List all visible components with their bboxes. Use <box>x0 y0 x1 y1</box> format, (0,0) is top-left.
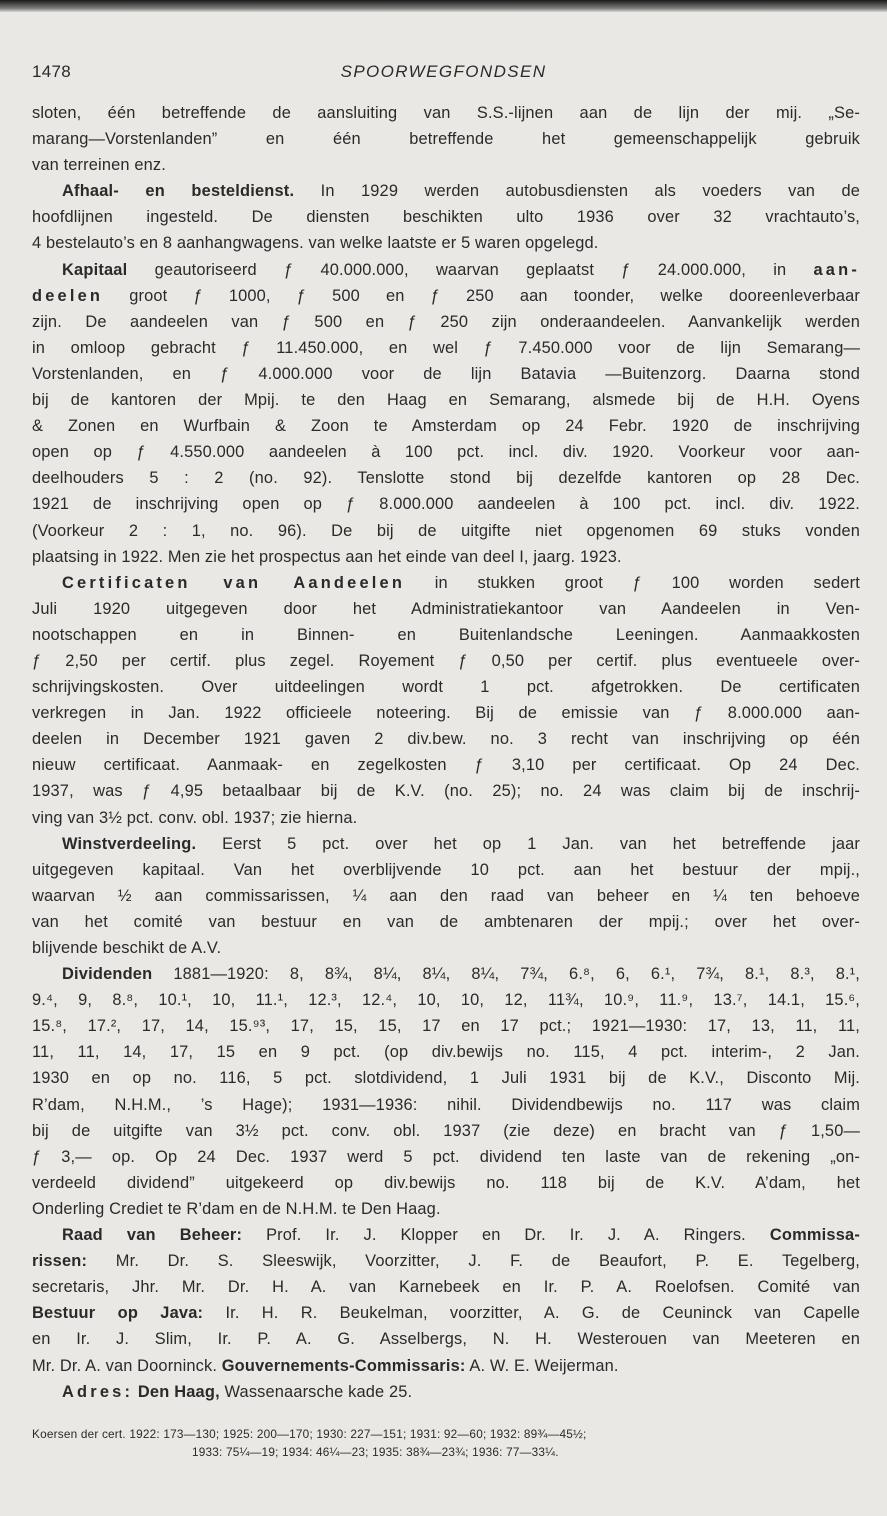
text-line: zijn. De aandeelen van ƒ 500 en ƒ 250 zijn onderaandeelen. Aanvankelijk werden <box>32 312 860 331</box>
text-line: hoofdlijnen ingesteld. De diensten beschikten ulto 1936 over 32 vrachtauto’s, <box>32 208 860 227</box>
text-line: Juli 1920 uitgegeven door het Administratiekantoor van Aandeelen in Ven- <box>32 599 860 618</box>
text-line: bij de uitgifte van 3½ pct. conv. obl. 1937 (zie deze) en bracht van ƒ 1,50— <box>32 1121 860 1140</box>
text-line: Bestuur op Java: Ir. H. R. Beukelman, voorzitter, A. G. de Ceuninck van Capelle <box>32 1304 860 1323</box>
text-line: van terreinen enz. <box>32 156 166 175</box>
text-line: verkregen in Jan. 1922 officieele noteering. Bij de emissie van ƒ 8.000.000 aan- <box>32 704 860 723</box>
text-line: nootschappen en in Binnen- en Buitenlandsche Leeningen. Aanmaakkosten <box>32 625 860 644</box>
section-raad-van-beheer: Raad van Beheer: Prof. Ir. J. Klopper en Dr. Ir. J. A. Ringers. Commissa- <box>62 1226 860 1245</box>
section-heading: Afhaal- en besteldienst. <box>62 182 295 201</box>
text-line: R’dam, N.H.M., ’s Hage); 1931—1936: nihil. Dividendbewijs no. 117 was claim <box>32 1095 860 1114</box>
text-line: nieuw certificaat. Aanmaak- en zegelkosten ƒ 3,10 per certificaat. Op 24 Dec. <box>32 756 860 775</box>
text-line: bij de kantoren der Mpij. te den Haag en Semarang, alsmede bij de H.H. Oyens <box>32 391 860 410</box>
text-line: 4 bestelauto’s en 8 aanhangwagens. van welke laatste er 5 waren opgelegd. <box>32 234 599 253</box>
page-header <box>32 62 855 90</box>
text-line: uitgegeven kapitaal. Van het overblijvende 10 pct. aan het bestuur der mpij., <box>32 860 860 879</box>
text-line: deelhouders 5 : 2 (no. 92). Tenslotte stond bij dezelfde kantoren op 28 Dec. <box>32 469 860 488</box>
text-line: verdeeld dividend” uitgekeerd op div.bewijs no. 118 bij de K.V. A’dam, het <box>32 1173 860 1192</box>
text-line: Onderling Crediet te R’dam en de N.H.M. te Den Haag. <box>32 1199 441 1218</box>
scan-top-edge <box>0 0 887 12</box>
footnote-line: 1933: 75¼—19; 1934: 46¼—23; 1935: 38¾—23¾; 1936: 77—33¼. <box>192 1445 559 1459</box>
section-winstverdeeling: Winstverdeeling. Eerst 5 pct. over het op 1 Jan. van het betreffende jaar <box>62 834 860 853</box>
text-line: marang—Vorstenlanden” en één betreffende het gemeenschappelijk gebruik <box>32 130 860 149</box>
text-line: 1921 de inschrijving open op ƒ 8.000.000 aandeelen à 100 pct. incl. div. 1922. <box>32 495 860 514</box>
text-line: 1937, was ƒ 4,95 betaalbaar bij de K.V. (no. 25); no. 24 was claim bij de inschrij- <box>32 782 860 801</box>
text-line: deelen in December 1921 gaven 2 div.bew. no. 3 recht van inschrijving op één <box>32 730 860 749</box>
text-line: ƒ 2,50 per certif. plus zegel. Royement ƒ 0,50 per certif. plus eventueele over- <box>32 651 860 670</box>
section-certificaten: Certificaten van Aandeelen in stukken groot ƒ 100 worden sedert <box>62 573 860 592</box>
body-text <box>32 100 860 1405</box>
section-heading: Winstverdeeling. <box>62 834 197 853</box>
footnote-line: Koersen der cert. 1922: 173—130; 1925: 200—170; 1930: 227—151; 1931: 92—60; 1932: 89¾—45½; <box>32 1427 587 1441</box>
text-line: sloten, één betreffende de aansluiting van S.S.-lijnen aan de lijn der mij. „Se- <box>32 104 860 122</box>
text-line: en Ir. J. Slim, Ir. P. A. G. Asselbergs, N. H. Westerouen van Meeteren en <box>32 1330 860 1349</box>
section-kapitaal: Kapitaal geautoriseerd ƒ 40.000.000, waarvan geplaatst ƒ 24.000.000, in aan- <box>62 260 860 279</box>
running-title: SPOORWEGFONDSEN <box>340 62 547 81</box>
page-number: 1478 <box>32 62 72 81</box>
text-line: Mr. Dr. A. van Doorninck. Gouvernements-Commissaris: A. W. E. Weijerman. <box>32 1356 619 1375</box>
section-dividenden: Dividenden 1881—1920: 8, 8¾, 8¼, 8¼, 8¼, 7¾, 6.⁸, 6, 6.¹, 7¾, 8.¹, 8.³, 8.¹, <box>62 965 860 984</box>
text-line: (Voorkeur 2 : 1, no. 96). De bij de uitgifte niet opgenomen 69 stuks vonden <box>32 521 860 540</box>
footnote <box>32 1425 587 1459</box>
text-line: waarvan ½ aan commissarissen, ¼ aan den raad van beheer en ¼ ten behoeve <box>32 886 860 905</box>
text-line: 1930 en op no. 116, 5 pct. slotdividend, 1 Juli 1931 bij de K.V., Disconto Mij. <box>32 1069 860 1088</box>
text-line: ƒ 3,— op. Op 24 Dec. 1937 werd 5 pct. dividend ten laste van de rekening „on- <box>32 1147 860 1166</box>
text-line: blijvende beschikt de A.V. <box>32 939 222 957</box>
text-line: Vorstenlanden, en ƒ 4.000.000 voor de lijn Batavia —Buitenzorg. Daarna stond <box>32 364 860 383</box>
text-line: ving van 3½ pct. conv. obl. 1937; zie hierna. <box>32 808 358 827</box>
text-line: 9.⁴, 9, 8.⁸, 10.¹, 10, 11.¹, 12.³, 12.⁴, 10, 10, 12, 11¾, 10.⁹, 11.⁹, 13.⁷, 14.1, 15.⁶, <box>32 991 860 1010</box>
text-line: 15.⁸, 17.², 17, 14, 15.⁹³, 17, 15, 15, 17 en 17 pct.; 1921—1930: 17, 13, 11, 11, <box>32 1017 860 1036</box>
text-line: van het comité van bestuur en van de ambtenaren der mpij.; over het over- <box>32 912 860 931</box>
text-line: rissen: Mr. Dr. S. Sleeswijk, Voorzitter, J. F. de Beaufort, P. E. Tegelberg, <box>32 1252 860 1271</box>
text-line: secretaris, Jhr. Mr. Dr. H. A. van Karnebeek en Ir. P. A. Roelofsen. Comité van <box>32 1278 860 1297</box>
section-heading: Raad van Beheer: <box>62 1226 243 1245</box>
section-heading: Adres: <box>62 1382 134 1401</box>
text-line: & Zonen en Wurfbain & Zoon te Amsterdam op 24 Febr. 1920 de inschrijving <box>32 417 860 436</box>
text-line: schrijvingskosten. Over uitdeelingen wordt 1 pct. afgetrokken. De certificaten <box>32 678 860 697</box>
text-line: open op ƒ 4.550.000 aandeelen à 100 pct. incl. div. 1920. Voorkeur voor aan- <box>32 443 860 462</box>
section-heading: Dividenden <box>62 965 153 984</box>
section-heading: Certificaten van Aandeelen <box>62 573 406 592</box>
section-adres: Adres: Den Haag, Wassenaarsche kade 25. <box>62 1382 413 1401</box>
text-line: plaatsing in 1922. Men zie het prospectus aan het einde van deel I, jaarg. 1923. <box>32 547 622 566</box>
text-line: deelen groot ƒ 1000, ƒ 500 en ƒ 250 aan toonder, welke dooreenleverbaar <box>32 286 860 305</box>
section-heading: Kapitaal <box>62 260 128 279</box>
section-afhaal: Afhaal- en besteldienst. In 1929 werden autobusdiensten als voeders van de <box>62 182 860 201</box>
text-line: in omloop gebracht ƒ 11.450.000, en wel ƒ 7.450.000 voor de lijn Semarang— <box>32 338 860 357</box>
text-line: 11, 11, 14, 17, 15 en 9 pct. (op div.bewijs no. 115, 4 pct. interim-, 2 Jan. <box>32 1043 860 1062</box>
